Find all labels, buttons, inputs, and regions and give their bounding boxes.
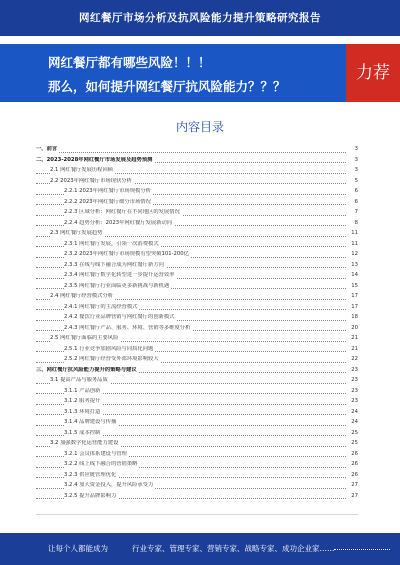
toc-entry-page: 20 [351,324,358,331]
toc-entry-page: 8 [354,219,358,226]
toc-leader-dots [36,146,346,153]
toc-entry-page: 18 [351,314,358,320]
toc-entry[interactable] [36,451,358,458]
toc-entry[interactable] [36,409,358,416]
toc-entry-text: 3.1.4 品牌建设与传播 [64,419,117,425]
toc-entry-page: 26 [351,471,358,478]
toc-entry-page: 12 [351,251,358,257]
toc-entry[interactable] [36,356,358,363]
toc-entry-page: 3 [354,167,358,173]
toc-entry[interactable] [36,472,358,479]
toc-entry-text: 2.2 2023年网红餐厅市场现状分析 [50,177,132,184]
toc-entry-text: 3.2.2 线上线下融合的营销策略 [64,461,138,467]
table-of-contents [36,146,358,508]
toc-entry[interactable] [36,493,358,500]
footer-left-text: 让每个人都能成为 [48,544,108,553]
toc-entry[interactable] [36,377,358,384]
toc-entry[interactable] [36,461,358,468]
toc-entry[interactable] [36,346,358,353]
toc-entry-page: 5 [354,177,358,184]
divider [36,514,358,515]
toc-entry-text: 3.2.4 加大资金投入，提升风险承受力 [64,482,154,488]
toc-entry-text: 2.1 网红餐厅发展历程回顾 [50,167,114,173]
footer-bar [0,533,400,565]
toc-entry[interactable] [36,157,358,164]
toc-entry[interactable] [36,188,358,195]
toc-entry[interactable] [36,325,358,332]
question-banner [0,44,400,102]
toc-entry-page: 15 [351,282,358,289]
toc-entry[interactable] [36,209,358,216]
toc-entry[interactable] [36,388,358,395]
toc-entry-text: 3.1.5 成本控制 [64,429,101,436]
toc-entry-text: 2.3 网红餐厅发展趋势 [50,230,103,236]
footer-right-text: 行业专家、管理专家、营销专家、战略专家、成功企业家…… [132,544,335,553]
toc-entry-page: 17 [351,293,358,299]
toc-entry[interactable] [36,230,358,237]
toc-entry[interactable] [36,178,358,185]
toc-entry[interactable] [36,220,358,227]
toc-entry-text: 3.1.2 服务提升 [64,398,101,404]
toc-entry-page: 3 [354,156,358,163]
toc-entry[interactable] [36,262,358,269]
toc-entry[interactable] [36,272,358,279]
toc-entry[interactable] [36,335,358,342]
toc-entry[interactable] [36,167,358,174]
toc-entry[interactable] [36,367,358,374]
toc-entry-page: 26 [351,450,358,457]
toc-entry-text: 2.3.5 网红餐厅行业面临更多新挑战与新机遇 [64,282,170,289]
toc-entry-page: 17 [351,303,358,310]
report-title-bar [0,0,400,36]
footer-dotted-line [334,549,390,550]
toc-entry-text: 2.4.1 网红餐厅的主流经营模式 [64,303,138,310]
toc-entry-text: 三、网红餐厅抗风险能力提升的策略与建议 [36,366,137,373]
toc-entry-page: 13 [351,261,358,268]
toc-entry-text: 2.2.2 2023年网红餐厅细分市场情况 [64,198,151,205]
toc-entry-text: 2.2.3 区域分析：网红餐厅在不同地区的发展情况 [64,209,180,215]
toc-entry-text: 2.3.1 网红餐厅发展，引领一次消费模式 [64,240,159,247]
toc-entry-text: 一、前言 [36,146,58,152]
banner-question-2: 那么，如何提升网红餐厅抗风险能力？？？ [48,79,286,94]
toc-title: 内容目录 [175,120,224,134]
toc-entry-page: 11 [351,230,358,236]
toc-entry-page: 26 [351,461,358,467]
toc-entry-text: 3.2.5 提升品牌影响力 [64,492,117,499]
toc-entry-text: 2.5 网红餐厅面临的主要风险 [50,335,119,341]
toc-entry-page: 6 [354,198,358,205]
toc-entry-page: 14 [351,272,358,278]
toc-entry-page: 22 [351,356,358,362]
banner-question-1: 网红餐厅都有哪些风险！！！ [48,55,211,70]
toc-entry-page: 23 [351,387,358,394]
toc-entry[interactable] [36,419,358,426]
toc-entry[interactable] [36,314,358,321]
toc-entry-page: 23 [351,366,358,373]
toc-entry-text: 3.2.3 供应链管理优化 [64,471,117,478]
toc-entry[interactable] [36,293,358,300]
toc-entry[interactable] [36,283,358,290]
toc-entry[interactable] [36,146,358,153]
toc-entry-text: 3.1 提高产品与服务品质 [50,377,108,383]
toc-entry[interactable] [36,199,358,206]
toc-entry[interactable] [36,440,358,447]
toc-entry-page: 11 [351,240,358,247]
toc-entry-text: 二、2023-2028年网红餐厅市场发展及趋势预测 [36,156,153,163]
toc-entry-text: 2.4 网红餐厅经营模式分析 [50,293,114,299]
toc-entry-text: 3.2.1 会员体系建设与管理 [64,450,127,457]
toc-entry-text: 2.4.3 网红餐厅产品、服务、环境、营销等多维度分析 [64,324,191,331]
recommend-badge: 力荐 [346,44,400,102]
toc-entry[interactable] [36,482,358,489]
toc-entry-page: 24 [351,419,358,425]
toc-entry-text: 2.2.1 2023年网红餐厅市场规模分析 [64,188,151,194]
toc-entry-page: 23 [351,377,358,383]
toc-entry-text: 2.2.4 趋势分析：2023年网红餐厅发展新动向 [64,219,173,226]
toc-entry-page: 3 [354,146,358,152]
toc-entry-page: 21 [351,345,358,352]
toc-entry-text: 2.3.3 在线与线下融合成为网红餐厅新方向 [64,261,164,268]
toc-entry[interactable] [36,398,358,405]
toc-entry[interactable] [36,251,358,258]
toc-entry-text: 3.2 加强数字化运营能力建设 [50,440,119,446]
toc-entry-page: 27 [351,482,358,488]
toc-entry-page: 25 [351,440,358,446]
toc-entry-page: 25 [351,429,358,436]
report-title: 网红餐厅市场分析及抗风险能力提升策略研究报告 [79,12,321,24]
toc-entry-text: 3.1.1 产品创新 [64,387,101,394]
toc-entry-text: 2.5.2 网红餐厅经营受外部环境影响较大 [64,356,159,362]
toc-entry-text: 2.3.2 2023年网红餐厅市场规模有望突破101-200亿 [64,251,189,257]
toc-entry[interactable] [36,430,358,437]
toc-entry[interactable] [36,304,358,311]
toc-entry-page: 7 [354,209,358,215]
toc-entry-page: 24 [351,408,358,415]
toc-entry-text: 2.5.1 行业竞争加剧风险与同质化问题 [64,345,154,352]
toc-entry-text: 2.3.4 网红餐厅数字化转型进一步提升运营效率 [64,272,175,278]
toc-entry-text: 2.4.2 餐饮行业品牌营销与网红餐厅的创新模式 [64,314,175,320]
toc-entry-page: 27 [351,492,358,499]
toc-entry-page: 21 [351,335,358,341]
toc-entry[interactable] [36,241,358,248]
toc-entry-page: 23 [351,398,358,404]
toc-entry-page: 6 [354,188,358,194]
toc-entry-text: 3.1.3 环境打造 [64,408,101,415]
